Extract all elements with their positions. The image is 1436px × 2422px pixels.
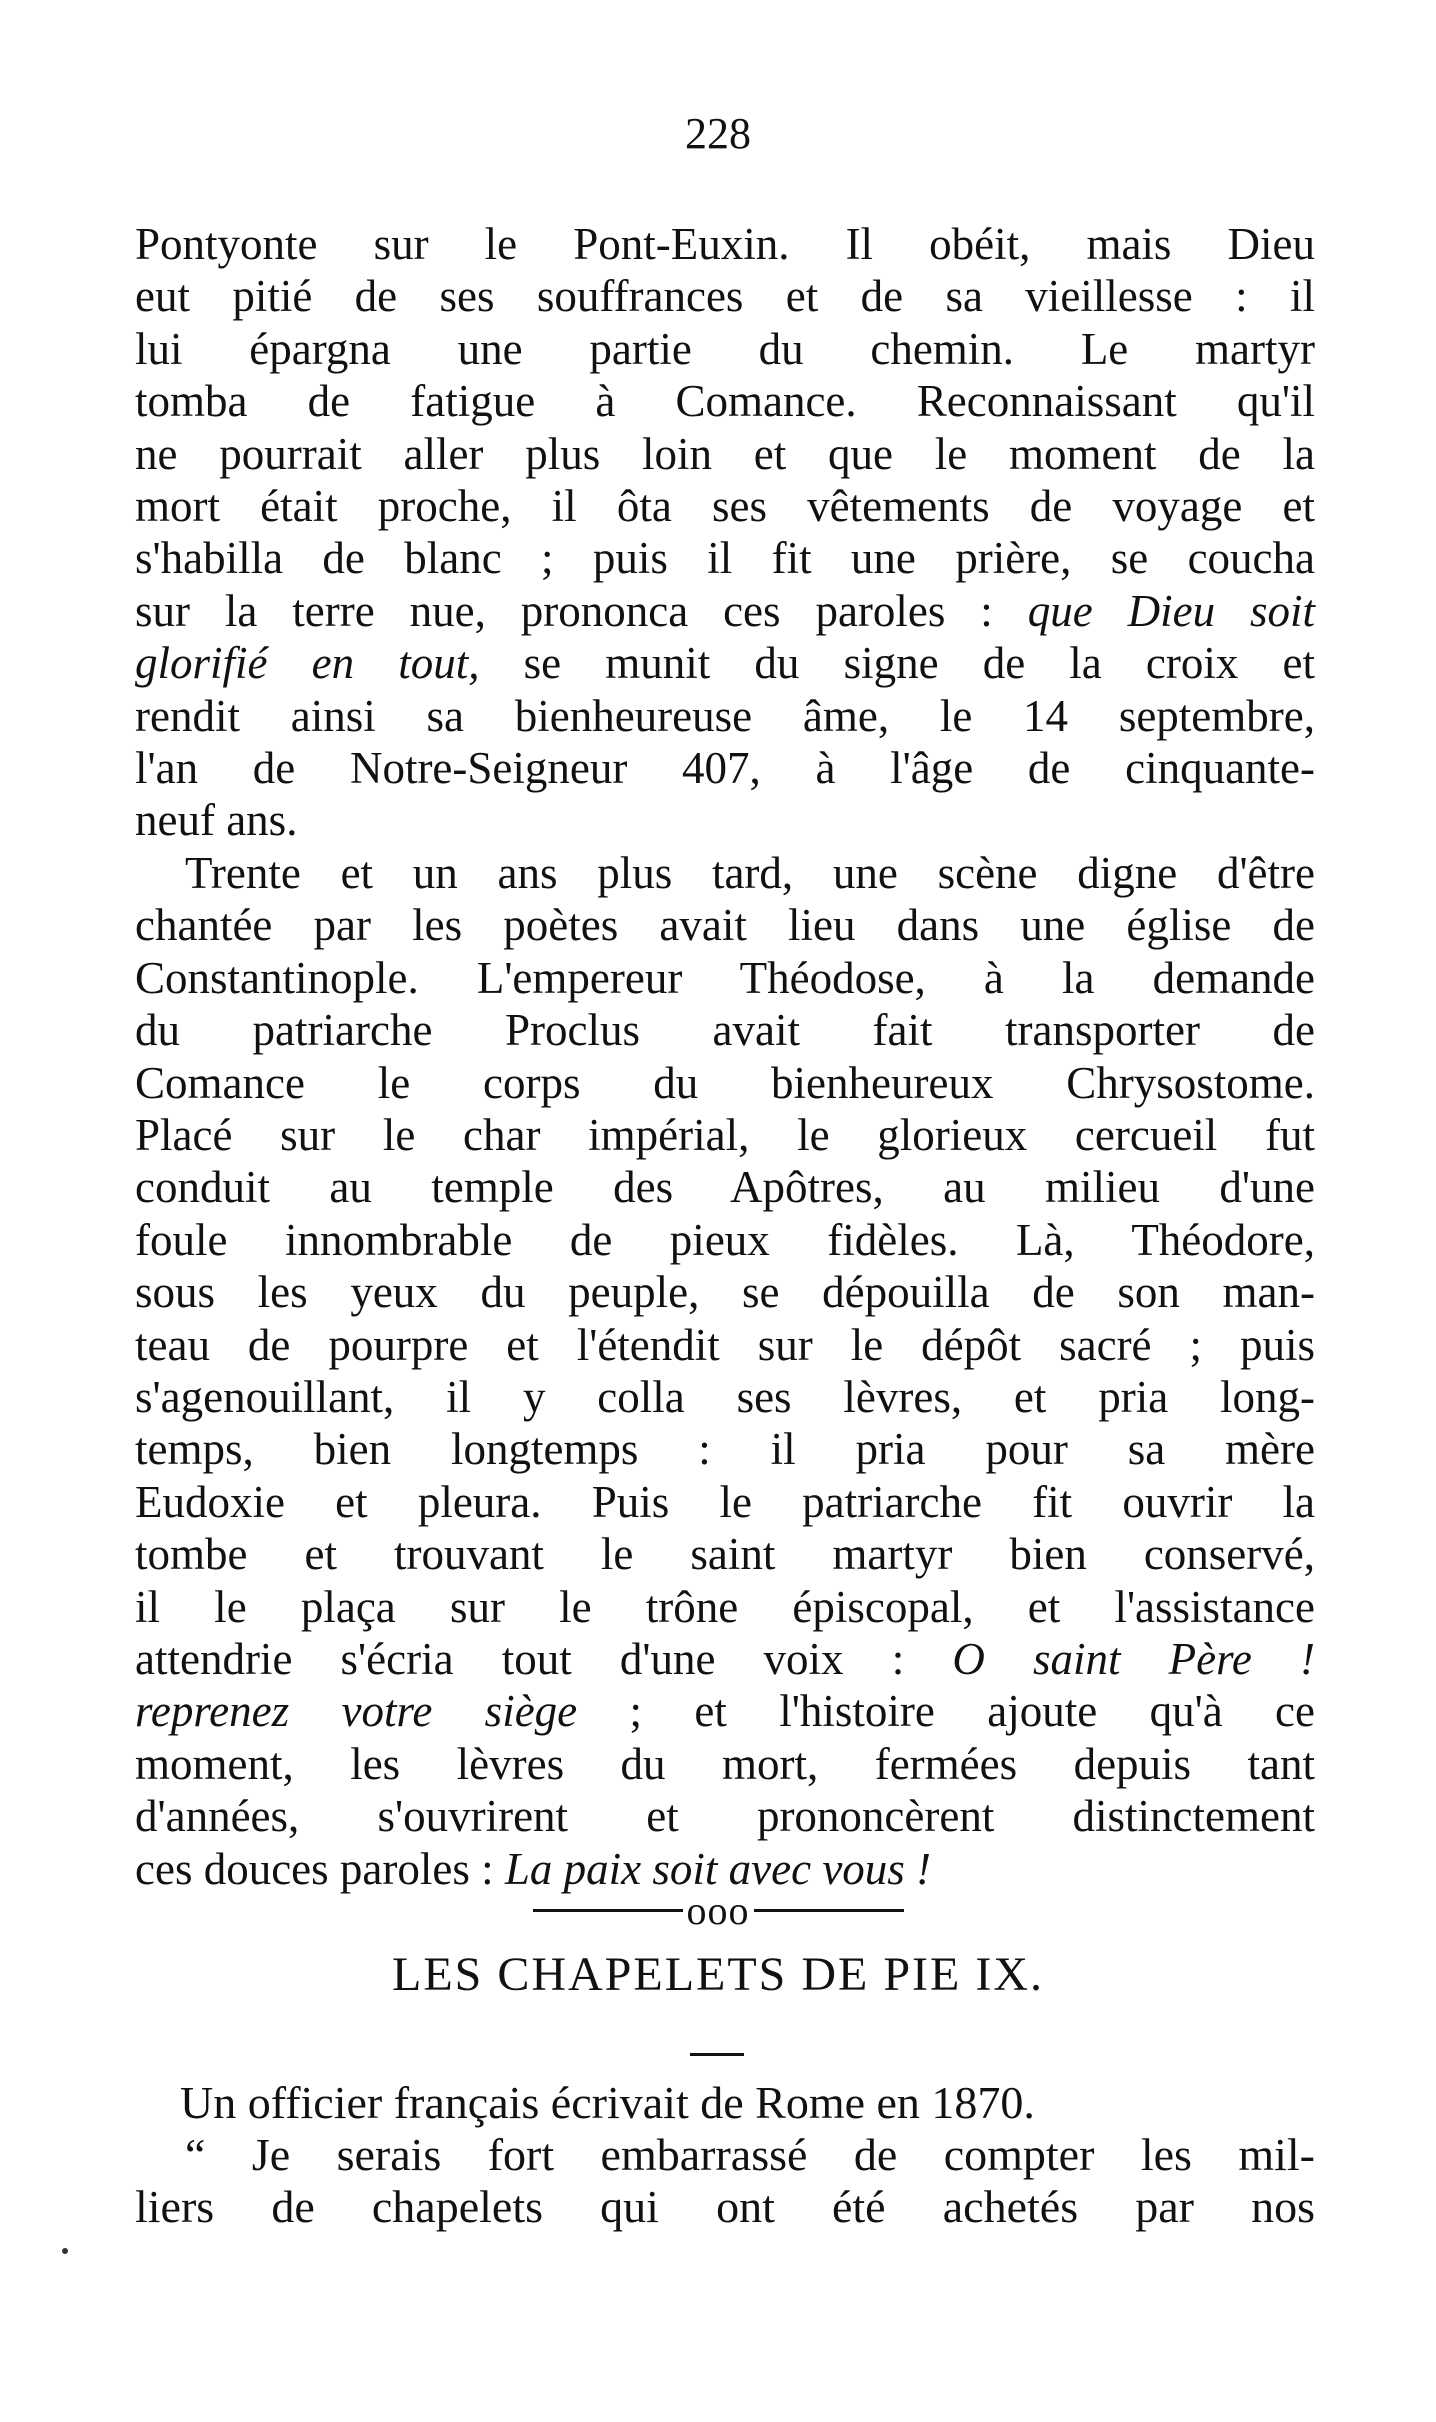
- text-line: il le plaça sur le trône épiscopal, et l'assistance: [135, 1581, 1315, 1632]
- text-line: Eudoxie et pleura. Puis le patriarche fit ouvrir la: [135, 1476, 1315, 1527]
- page-number: 228: [685, 109, 751, 158]
- text-line: eut pitié de ses souffrances et de sa vieillesse : il: [135, 271, 1315, 322]
- text-line: Constantinople. L'empereur Théodose, à la demande: [135, 952, 1315, 1003]
- text-line: du patriarche Proclus avait fait transporter de: [135, 1005, 1315, 1056]
- paragraph-relics-translation: [135, 847, 1315, 1895]
- text-line: mort était proche, il ôta ses vêtements de voyage et: [135, 481, 1315, 532]
- italic-phrase: O saint Père !: [952, 1633, 1316, 1684]
- section-ornament: [0, 1887, 1436, 1931]
- text-line: ne pourrait aller plus loin et que le moment de la: [135, 428, 1315, 479]
- paragraph-chrysostom-death: [135, 218, 1315, 847]
- text-line: Pontyonte sur le Pont-Euxin. Il obéit, mais Dieu: [135, 219, 1315, 269]
- text-line: l'an de Notre-Seigneur 407, à l'âge de cinquante-: [135, 743, 1315, 794]
- text-line: reprenez votre siège ; et l'histoire ajoute qu'à ce: [135, 1686, 1315, 1737]
- italic-phrase: glorifié en tout,: [135, 638, 480, 689]
- text-line: Trente et un ans plus tard, une scène digne d'être: [185, 847, 1315, 898]
- text-line: liers de chapelets qui ont été achetés par nos: [135, 2181, 1315, 2232]
- chapter-title: LES CHAPELETS DE PIE IX.: [392, 1948, 1044, 2001]
- text-line: rendit ainsi sa bienheureuse âme, le 14 septembre,: [135, 690, 1315, 741]
- text-line: tombe et trouvant le saint martyr bien conservé,: [135, 1529, 1315, 1580]
- ornament-text: ooo: [686, 1887, 750, 1933]
- print-speck: [62, 2248, 68, 2254]
- text-line: Comance le corps du bienheureux Chrysostome.: [135, 1057, 1315, 1108]
- ornament-rule-right: [754, 1909, 904, 1912]
- text-line: foule innombrable de pieux fidèles. Là, Théodore,: [135, 1214, 1315, 1265]
- text-line: s'agenouillant, il y colla ses lèvres, et pria long-: [135, 1371, 1315, 1422]
- title-underline-rule: [690, 2053, 744, 2056]
- text-line: glorifié en tout, se munit du signe de la croix et: [135, 638, 1315, 689]
- text-line: sur la terre nue, prononca ces paroles : que Dieu soit: [135, 585, 1315, 636]
- text-line: “ Je serais fort embarrassé de compter les mil-: [185, 2129, 1315, 2180]
- text-line: chantée par les poètes avait lieu dans une église de: [135, 900, 1315, 951]
- text-line: lui épargna une partie du chemin. Le martyr: [135, 323, 1315, 374]
- text-line: Un officier français écrivait de Rome en 1870.: [180, 2077, 1035, 2128]
- text-line: d'années, s'ouvrirent et prononcèrent distinctement: [135, 1791, 1315, 1842]
- text-line: tomba de fatigue à Comance. Reconnaissant qu'il: [135, 376, 1315, 427]
- body-text: [135, 218, 1315, 1895]
- italic-phrase: reprenez votre siège: [135, 1686, 578, 1737]
- text-line: neuf ans.: [135, 795, 298, 846]
- text-line: temps, bien longtemps : il pria pour sa mère: [135, 1424, 1315, 1475]
- text-line: s'habilla de blanc ; puis il fit une prière, se coucha: [135, 533, 1315, 584]
- text-line: sous les yeux du peuple, se dépouilla de son man-: [135, 1267, 1315, 1318]
- chapter-opening-text: [135, 2077, 1315, 2233]
- italic-phrase: La paix soit avec vous !: [504, 1843, 932, 1894]
- text-line: Placé sur le char impérial, le glorieux cercueil fut: [135, 1109, 1315, 1160]
- ornament-rule-left: [533, 1909, 683, 1912]
- text-line: teau de pourpre et l'étendit sur le dépôt sacré ; puis: [135, 1319, 1315, 1370]
- text-line: attendrie s'écria tout d'une voix : O saint Père !: [135, 1633, 1316, 1684]
- text-line: moment, les lèvres du mort, fermées depuis tant: [135, 1738, 1315, 1789]
- text-line: ces douces paroles : La paix soit avec vous !: [135, 1843, 932, 1894]
- text-line: conduit au temple des Apôtres, au milieu d'une: [135, 1162, 1315, 1213]
- italic-phrase: que Dieu soit: [1027, 585, 1315, 636]
